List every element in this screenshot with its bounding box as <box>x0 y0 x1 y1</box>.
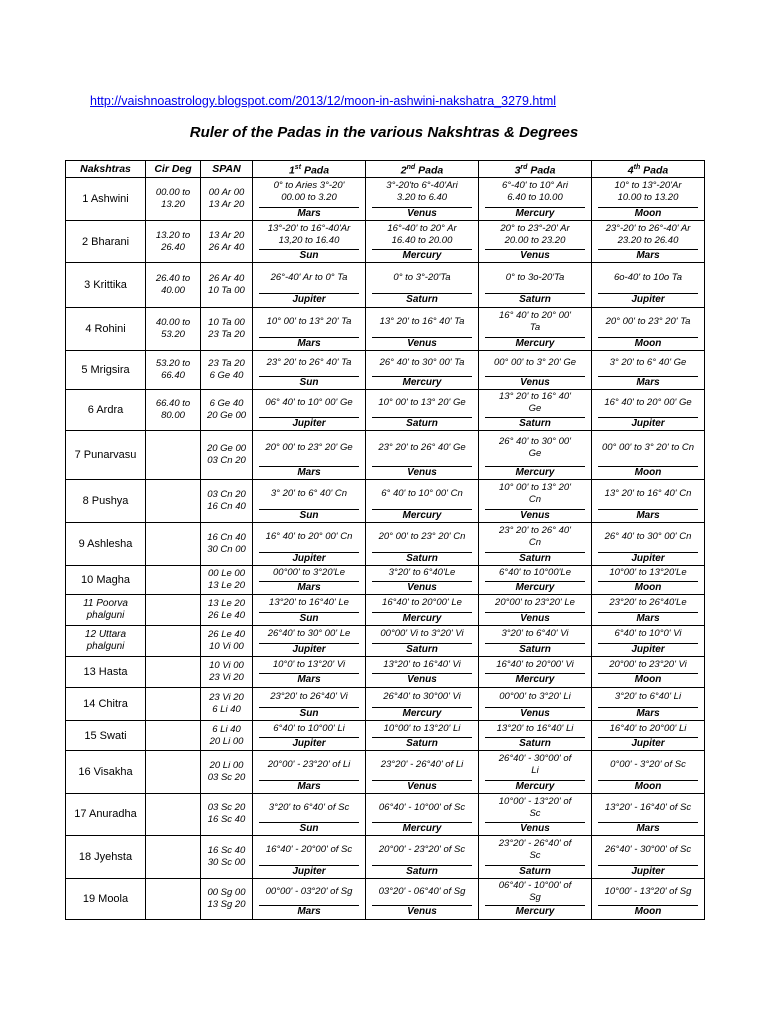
pada-4-degrees: 13° 20' to 16° 40' Cn <box>592 479 705 509</box>
span-cell: 23 Ta 20 6 Ge 40 <box>201 351 253 390</box>
pada-4-degrees: 3° 20' to 6° 40' Ge <box>592 351 705 376</box>
pada-4-ruler: Moon <box>592 207 705 221</box>
cir-deg-cell: 40.00 to 53.20 <box>146 308 201 351</box>
pada-3-degrees: 20°00' to 23°20' Le <box>479 595 592 612</box>
pada-3-ruler: Saturn <box>479 293 592 308</box>
table-row <box>66 656 705 673</box>
header-span: SPAN <box>201 161 253 178</box>
cir-deg-cell: 66.40 to 80.00 <box>146 390 201 431</box>
pada-2-degrees: 16°40' to 20°00' Le <box>366 595 479 612</box>
pada-2-ruler: Saturn <box>366 737 479 751</box>
pada-3-degrees: 13°20' to 16°40' Li <box>479 721 592 737</box>
pada-1-ruler: Sun <box>253 376 366 390</box>
pada-4-ruler: Mars <box>592 822 705 836</box>
pada-2-degrees: 10° 00' to 13° 20' Ge <box>366 390 479 417</box>
table-row <box>66 178 705 207</box>
pada-3-ruler: Saturn <box>479 552 592 566</box>
pada-2-degrees: 23°20' - 26°40' of Li <box>366 751 479 780</box>
pada-2-degrees: 03°20' - 06°40' of Sg <box>366 878 479 905</box>
pada-4-degrees: 6o-40' to 10o Ta <box>592 263 705 293</box>
pada-1-degrees: 13°-20' to 16°-40'Ar 13,20 to 16.40 <box>253 221 366 249</box>
pada-3-ruler: Venus <box>479 376 592 390</box>
header-pada-2: 2nd Pada <box>366 161 479 178</box>
nakshatra-name: 5 Mrigsira <box>66 351 146 390</box>
pada-2-ruler: Saturn <box>366 417 479 431</box>
span-cell: 16 Sc 40 30 Sc 00 <box>201 836 253 879</box>
pada-4-degrees: 23°20' to 26°40'Le <box>592 595 705 612</box>
span-cell: 13 Le 20 26 Le 40 <box>201 595 253 626</box>
pada-2-ruler: Venus <box>366 337 479 351</box>
cir-deg-cell <box>146 721 201 751</box>
cir-deg-cell <box>146 793 201 836</box>
cir-deg-cell <box>146 656 201 687</box>
nakshatra-name: 4 Rohini <box>66 308 146 351</box>
pada-2-ruler: Venus <box>366 905 479 919</box>
pada-3-degrees: 13° 20' to 16° 40' Ge <box>479 390 592 417</box>
span-cell: 16 Cn 40 30 Cn 00 <box>201 523 253 566</box>
nakshatra-name: 9 Ashlesha <box>66 523 146 566</box>
pada-4-ruler: Jupiter <box>592 865 705 879</box>
pada-1-ruler: Jupiter <box>253 293 366 308</box>
nakshatra-name: 6 Ardra <box>66 390 146 431</box>
table-row <box>66 431 705 466</box>
pada-2-ruler: Saturn <box>366 552 479 566</box>
span-cell: 03 Cn 20 16 Cn 40 <box>201 479 253 523</box>
pada-3-ruler: Mercury <box>479 673 592 687</box>
pada-4-ruler: Moon <box>592 673 705 687</box>
pada-3-degrees: 16°40' to 20°00' Vi <box>479 656 592 673</box>
nakshatra-name: 17 Anuradha <box>66 793 146 836</box>
table-row <box>66 878 705 905</box>
pada-1-ruler: Jupiter <box>253 737 366 751</box>
cir-deg-cell <box>146 751 201 794</box>
pada-4-degrees: 26° 40' to 30° 00' Cn <box>592 523 705 552</box>
pada-4-ruler: Moon <box>592 905 705 919</box>
pada-4-ruler: Mars <box>592 707 705 721</box>
nakshatra-name: 14 Chitra <box>66 687 146 721</box>
pada-2-degrees: 26° 40' to 30° 00' Ta <box>366 351 479 376</box>
table-row <box>66 595 705 612</box>
pada-2-ruler: Venus <box>366 207 479 221</box>
cir-deg-cell <box>146 565 201 595</box>
pada-2-ruler: Mercury <box>366 707 479 721</box>
pada-3-degrees: 00°00' to 3°20' Li <box>479 687 592 707</box>
pada-2-degrees: 16°-40' to 20° Ar 16.40 to 20.00 <box>366 221 479 249</box>
pada-2-degrees: 00°00' Vi to 3°20' Vi <box>366 626 479 643</box>
pada-3-ruler: Mercury <box>479 207 592 221</box>
pada-4-ruler: Moon <box>592 337 705 351</box>
pada-2-degrees: 13° 20' to 16° 40' Ta <box>366 308 479 337</box>
pada-1-degrees: 23°20' to 26°40' Vi <box>253 687 366 707</box>
span-cell: 00 Ar 00 13 Ar 20 <box>201 178 253 221</box>
pada-3-degrees: 20° to 23°-20' Ar 20.00 to 23.20 <box>479 221 592 249</box>
pada-2-ruler: Venus <box>366 466 479 480</box>
pada-3-ruler: Venus <box>479 249 592 263</box>
pada-1-degrees: 13°20' to 16°40' Le <box>253 595 366 612</box>
table-row <box>66 721 705 737</box>
pada-1-degrees: 10°0' to 13°20' Vi <box>253 656 366 673</box>
pada-2-ruler: Saturn <box>366 643 479 657</box>
pada-4-ruler: Moon <box>592 466 705 480</box>
pada-2-degrees: 3°20' to 6°40'Le <box>366 565 479 581</box>
pada-3-ruler: Mercury <box>479 337 592 351</box>
pada-1-degrees: 00°00' to 3°20'Le <box>253 565 366 581</box>
nakshatra-name: 19 Moola <box>66 878 146 919</box>
pada-1-ruler: Mars <box>253 581 366 595</box>
pada-1-degrees: 10° 00' to 13° 20' Ta <box>253 308 366 337</box>
span-cell: 00 Le 00 13 Le 20 <box>201 565 253 595</box>
table-row <box>66 351 705 376</box>
pada-2-ruler: Saturn <box>366 293 479 308</box>
pada-2-ruler: Venus <box>366 581 479 595</box>
pada-3-ruler: Mercury <box>479 581 592 595</box>
pada-1-ruler: Jupiter <box>253 865 366 879</box>
header-nakshatra: Nakshtras <box>66 161 146 178</box>
table-row <box>66 390 705 417</box>
table-row <box>66 687 705 707</box>
pada-1-ruler: Mars <box>253 905 366 919</box>
pada-4-ruler: Moon <box>592 780 705 794</box>
pada-1-ruler: Sun <box>253 707 366 721</box>
cir-deg-cell: 26.40 to 40.00 <box>146 263 201 308</box>
pada-1-degrees: 20°00' - 23°20' of Li <box>253 751 366 780</box>
nakshatra-name: 15 Swati <box>66 721 146 751</box>
header-pada-3: 3rd Pada <box>479 161 592 178</box>
pada-4-ruler: Mars <box>592 612 705 626</box>
pada-4-ruler: Jupiter <box>592 293 705 308</box>
header-pada-1: 1st Pada <box>253 161 366 178</box>
header-row <box>66 161 705 178</box>
pada-4-degrees: 6°40' to 10°0' Vi <box>592 626 705 643</box>
pada-1-ruler: Sun <box>253 249 366 263</box>
span-cell: 20 Ge 00 03 Cn 20 <box>201 431 253 480</box>
span-cell: 26 Le 40 10 Vi 00 <box>201 626 253 657</box>
pada-3-ruler: Saturn <box>479 643 592 657</box>
nakshatra-name: 12 Uttara phalguni <box>66 626 146 657</box>
pada-4-degrees: 10°00' - 13°20' of Sg <box>592 878 705 905</box>
table-row <box>66 523 705 552</box>
pada-1-ruler: Jupiter <box>253 552 366 566</box>
span-cell: 23 Vi 20 6 Li 40 <box>201 687 253 721</box>
nakshatra-name: 3 Krittika <box>66 263 146 308</box>
span-cell: 10 Ta 00 23 Ta 20 <box>201 308 253 351</box>
nakshatra-name: 16 Visakha <box>66 751 146 794</box>
nakshatra-name: 7 Punarvasu <box>66 431 146 480</box>
table-row <box>66 308 705 337</box>
nakshatra-name: 8 Pushya <box>66 479 146 523</box>
pada-1-degrees: 00°00' - 03°20' of Sg <box>253 878 366 905</box>
table-row <box>66 479 705 509</box>
pada-4-degrees: 00° 00' to 3° 20' to Cn <box>592 431 705 466</box>
pada-1-ruler: Mars <box>253 337 366 351</box>
pada-2-degrees: 23° 20' to 26° 40' Ge <box>366 431 479 466</box>
pada-4-degrees: 3°20' to 6°40' Li <box>592 687 705 707</box>
pada-3-degrees: 10° 00' to 13° 20' Cn <box>479 479 592 509</box>
span-cell: 10 Vi 00 23 Vi 20 <box>201 656 253 687</box>
pada-4-ruler: Moon <box>592 581 705 595</box>
pada-3-degrees: 26° 40' to 30° 00' Ge <box>479 431 592 466</box>
pada-3-ruler: Saturn <box>479 417 592 431</box>
pada-3-ruler: Venus <box>479 707 592 721</box>
pada-3-degrees: 3°20' to 6°40' Vi <box>479 626 592 643</box>
pada-2-ruler: Mercury <box>366 612 479 626</box>
pada-3-degrees: 26°40' - 30°00' of Li <box>479 751 592 780</box>
pada-3-ruler: Venus <box>479 822 592 836</box>
pada-2-ruler: Mercury <box>366 376 479 390</box>
pada-3-ruler: Venus <box>479 509 592 523</box>
pada-2-degrees: 3°-20'to 6°-40'Ari 3.20 to 6.40 <box>366 178 479 207</box>
pada-3-degrees: 6°-40' to 10° Ari 6.40 to 10.00 <box>479 178 592 207</box>
pada-2-degrees: 0° to 3°-20'Ta <box>366 263 479 293</box>
pada-4-degrees: 26°40' - 30°00' of Sc <box>592 836 705 865</box>
cir-deg-cell: 53.20 to 66.40 <box>146 351 201 390</box>
span-cell: 26 Ar 40 10 Ta 00 <box>201 263 253 308</box>
pada-2-degrees: 06°40' - 10°00' of Sc <box>366 793 479 822</box>
nakshatra-name: 2 Bharani <box>66 221 146 263</box>
table-row <box>66 263 705 293</box>
cir-deg-cell <box>146 479 201 523</box>
pada-2-degrees: 6° 40' to 10° 00' Cn <box>366 479 479 509</box>
cir-deg-cell <box>146 836 201 879</box>
header-pada-4: 4th Pada <box>592 161 705 178</box>
pada-4-degrees: 10°00' to 13°20'Le <box>592 565 705 581</box>
pada-1-ruler: Jupiter <box>253 417 366 431</box>
cir-deg-cell: 00.00 to 13.20 <box>146 178 201 221</box>
pada-3-ruler: Mercury <box>479 466 592 480</box>
pada-1-ruler: Mars <box>253 673 366 687</box>
table-row <box>66 221 705 249</box>
span-cell: 6 Li 40 20 Li 00 <box>201 721 253 751</box>
page-title: Ruler of the Padas in the various Nakshtras & Degrees <box>189 124 579 141</box>
nakshatra-table <box>65 160 705 920</box>
pada-3-ruler: Mercury <box>479 780 592 794</box>
pada-4-ruler: Mars <box>592 249 705 263</box>
pada-4-ruler: Mars <box>592 509 705 523</box>
pada-3-degrees: 23° 20' to 26° 40' Cn <box>479 523 592 552</box>
pada-2-degrees: 26°40' to 30°00' Vi <box>366 687 479 707</box>
pada-4-degrees: 20° 00' to 23° 20' Ta <box>592 308 705 337</box>
nakshatra-name: 10 Magha <box>66 565 146 595</box>
nakshatra-name: 1 Ashwini <box>66 178 146 221</box>
pada-4-ruler: Jupiter <box>592 552 705 566</box>
pada-4-degrees: 16°40' to 20°00' Li <box>592 721 705 737</box>
pada-1-degrees: 26°40' to 30° 00' Le <box>253 626 366 643</box>
nakshatra-name: 18 Jyehsta <box>66 836 146 879</box>
pada-4-degrees: 16° 40' to 20° 00' Ge <box>592 390 705 417</box>
pada-3-ruler: Saturn <box>479 737 592 751</box>
pada-1-ruler: Sun <box>253 822 366 836</box>
table-row <box>66 793 705 822</box>
cir-deg-cell <box>146 523 201 566</box>
pada-2-ruler: Venus <box>366 780 479 794</box>
pada-3-degrees: 6°40' to 10°00'Le <box>479 565 592 581</box>
cir-deg-cell <box>146 878 201 919</box>
cir-deg-cell: 13.20 to 26.40 <box>146 221 201 263</box>
pada-1-ruler: Sun <box>253 612 366 626</box>
pada-2-ruler: Saturn <box>366 865 479 879</box>
pada-1-ruler: Jupiter <box>253 643 366 657</box>
pada-1-degrees: 20° 00' to 23° 20' Ge <box>253 431 366 466</box>
span-cell: 00 Sg 00 13 Sg 20 <box>201 878 253 919</box>
pada-4-ruler: Jupiter <box>592 417 705 431</box>
pada-3-ruler: Saturn <box>479 865 592 879</box>
pada-1-degrees: 0° to Aries 3°-20' 00.00 to 3.20 <box>253 178 366 207</box>
span-cell: 13 Ar 20 26 Ar 40 <box>201 221 253 263</box>
pada-1-degrees: 3° 20' to 6° 40' Cn <box>253 479 366 509</box>
pada-3-degrees: 06°40' - 10°00' of Sg <box>479 878 592 905</box>
pada-2-ruler: Mercury <box>366 822 479 836</box>
span-cell: 20 Li 00 03 Sc 20 <box>201 751 253 794</box>
pada-1-ruler: Mars <box>253 780 366 794</box>
pada-4-ruler: Jupiter <box>592 737 705 751</box>
pada-3-degrees: 16° 40' to 20° 00' Ta <box>479 308 592 337</box>
pada-3-degrees: 0° to 3o-20'Ta <box>479 263 592 293</box>
pada-4-degrees: 13°20' - 16°40' of Sc <box>592 793 705 822</box>
pada-2-degrees: 10°00' to 13°20' Li <box>366 721 479 737</box>
cir-deg-cell <box>146 595 201 626</box>
pada-2-degrees: 20° 00' to 23° 20' Cn <box>366 523 479 552</box>
pada-1-degrees: 26°-40' Ar to 0° Ta <box>253 263 366 293</box>
nakshatra-name: 13 Hasta <box>66 656 146 687</box>
pada-3-degrees: 10°00' - 13°20' of Sc <box>479 793 592 822</box>
cir-deg-cell <box>146 431 201 480</box>
pada-1-ruler: Mars <box>253 466 366 480</box>
table-row <box>66 626 705 643</box>
pada-4-degrees: 10° to 13°-20'Ar 10.00 to 13.20 <box>592 178 705 207</box>
pada-3-ruler: Venus <box>479 612 592 626</box>
source-link[interactable]: http://vaishnoastrology.blogspot.com/2013/12/moon-in-ashwini-nakshatra_3279.html <box>90 94 557 108</box>
pada-1-degrees: 16° 40' to 20° 00' Cn <box>253 523 366 552</box>
table-row <box>66 836 705 865</box>
pada-1-ruler: Mars <box>253 207 366 221</box>
pada-2-ruler: Mercury <box>366 509 479 523</box>
pada-1-degrees: 16°40' - 20°00' of Sc <box>253 836 366 865</box>
pada-2-ruler: Venus <box>366 673 479 687</box>
pada-4-ruler: Jupiter <box>592 643 705 657</box>
pada-1-ruler: Sun <box>253 509 366 523</box>
table-row <box>66 751 705 780</box>
pada-1-degrees: 23° 20' to 26° 40' Ta <box>253 351 366 376</box>
pada-3-degrees: 00° 00' to 3° 20' Ge <box>479 351 592 376</box>
cir-deg-cell <box>146 626 201 657</box>
pada-1-degrees: 06° 40' to 10° 00' Ge <box>253 390 366 417</box>
span-cell: 6 Ge 40 20 Ge 00 <box>201 390 253 431</box>
pada-1-degrees: 3°20' to 6°40' of Sc <box>253 793 366 822</box>
span-cell: 03 Sc 20 16 Sc 40 <box>201 793 253 836</box>
pada-1-degrees: 6°40' to 10°00' Li <box>253 721 366 737</box>
pada-2-degrees: 20°00' - 23°20' of Sc <box>366 836 479 865</box>
pada-2-ruler: Mercury <box>366 249 479 263</box>
nakshatra-name: 11 Poorva phalguni <box>66 595 146 626</box>
pada-4-ruler: Mars <box>592 376 705 390</box>
header-cir-deg: Cir Deg <box>146 161 201 178</box>
pada-3-degrees: 23°20' - 26°40' of Sc <box>479 836 592 865</box>
pada-2-degrees: 13°20' to 16°40' Vi <box>366 656 479 673</box>
pada-3-ruler: Mercury <box>479 905 592 919</box>
cir-deg-cell <box>146 687 201 721</box>
pada-4-degrees: 20°00' to 23°20' Vi <box>592 656 705 673</box>
table-row <box>66 565 705 581</box>
pada-4-degrees: 0°00' - 3°20' of Sc <box>592 751 705 780</box>
pada-4-degrees: 23°-20' to 26°-40' Ar 23.20 to 26.40 <box>592 221 705 249</box>
